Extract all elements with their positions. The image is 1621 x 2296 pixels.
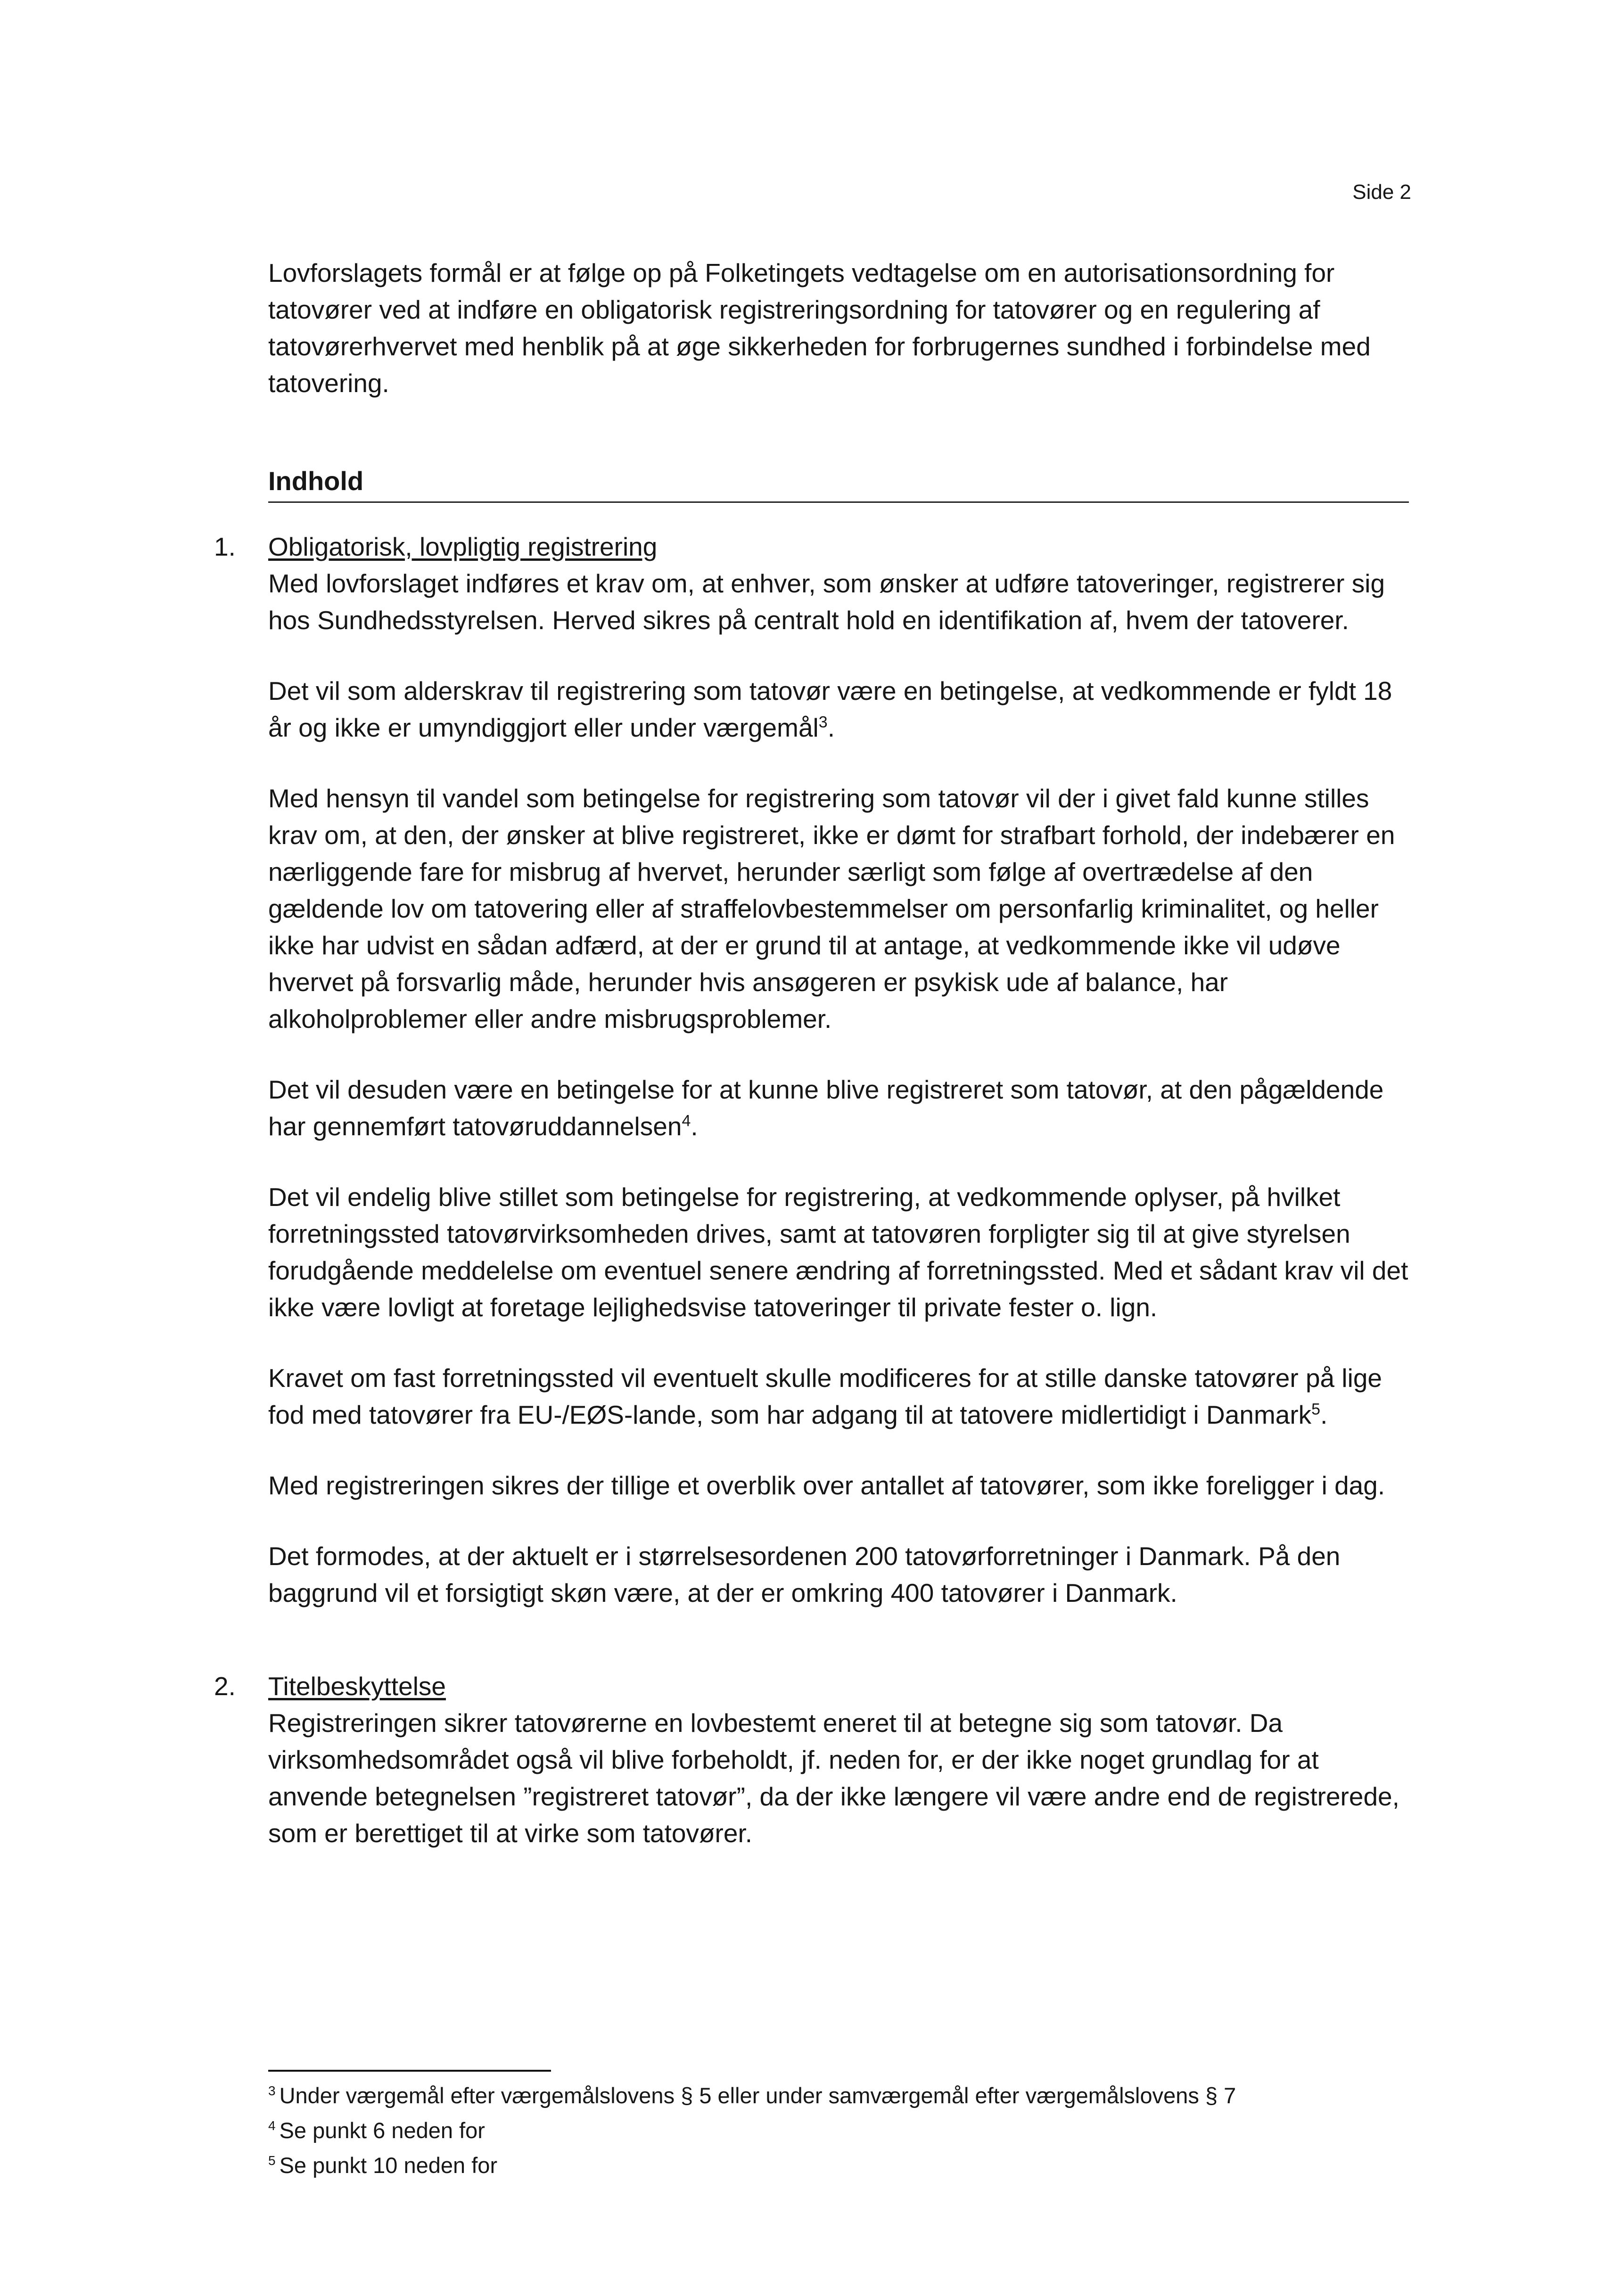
footnote-text: Se punkt 10 neden for [279,2153,498,2178]
section-2 [214,1668,1409,1852]
contents-heading: Indhold [268,463,1409,503]
footnote-text: Se punkt 6 neden for [279,2118,485,2143]
footnote-number: 5 [268,2153,276,2168]
paragraph: Det vil endelig blive stillet som betingelse for registrering, at vedkommende oplyser, på hvilket forretningssted tatovørvirksomheden drives, samt at tatovøren forpligter sig til at give styrelsen forudgående meddelelse om eventuel senere ændring af forretningssted. Med et sådant krav vil det ikke være lovligt at foretage lejlighedsvise tatoveringer til private fester o. lign. [268,1182,1408,1322]
footnote-number: 4 [268,2118,276,2133]
paragraph: Med lovforslaget indføres et krav om, at enhver, som ønsker at udføre tatoveringer, registrerer sig hos Sundhedsstyrelsen. Herved sikres på centralt hold en identifikation af, hvem der tatoverer. [268,569,1385,635]
section-title: Obligatorisk, lovpligtig registrering [268,532,658,561]
paragraph-text: Det vil desuden være en betingelse for at kunne blive registreret som tatovør, at den pågældende har gennemført tatovøruddannelsen [268,1075,1384,1141]
footnote-number: 3 [268,2083,276,2099]
footnote [268,2078,1409,2113]
paragraph-text: Det vil som alderskrav til registrering som tatovør være en betingelse, at vedkommende er fyldt 18 år og ikke er umyndiggjort eller under værgemål [268,676,1392,742]
footnote [268,2113,1409,2148]
page-number: Side 2 [1352,180,1411,204]
section-1 [214,528,1409,1611]
footnote-reference: 5 [1311,1400,1321,1419]
footnote-reference: 3 [818,713,828,731]
footnote [268,2148,1409,2183]
footnotes [268,2078,1409,2183]
paragraph-end: . [827,713,835,742]
paragraph: Det formodes, at der aktuelt er i størrelsesordenen 200 tatovørforretninger i Danmark. På den baggrund vil et forsigtigt skøn være, at der er omkring 400 tatovører i Danmark. [268,1542,1341,1607]
paragraph [268,1071,1409,1145]
paragraph-end: . [691,1112,698,1141]
paragraph: Registreringen sikrer tatovørerne en lovbestemt eneret til at betegne sig som tatovør. Da virksomhedsområdet også vil blive forbeholdt, jf. neden for, er der ikke noget grundlag for at anvende betegnelsen ”registreret tatovør”, da der ikke længere vil være andre end de registrerede, som er berettiget til at virke som tatovører. [268,1708,1399,1848]
paragraph: Med hensyn til vandel som betingelse for registrering som tatovør vil der i givet fald kunne stilles krav om, at den, der ønsker at blive registreret, ikke er dømt for strafbart forhold, der indebærer en nærliggende fare for misbrug af hvervet, herunder særligt som følge af overtrædelse af den gældende lov om tatovering eller af straffelovbestemmelser om personfarlig kriminalitet, og heller ikke har udvist en sådan adfærd, at der er grund til at antage, at vedkommende ikke vil udøve hvervet på forsvarlig måde, herunder hvis ansøgeren er psykisk ude af balance, har alkoholproblemer eller andre misbrugsproblemer. [268,784,1395,1033]
paragraph-text: Kravet om fast forretningssted vil eventuelt skulle modificeres for at stille danske tatovører på lige fod med tatovører fra EU-/EØS-lande, som har adgang til at tatovere midlertidigt i Danmark [268,1363,1382,1429]
paragraph-end: . [1320,1400,1328,1429]
section-title: Titelbeskyttelse [268,1672,446,1701]
paragraph [268,672,1409,746]
footnote-text: Under værgemål efter værgemålslovens § 5 eller under samværgemål efter værgemålslovens § 7 [279,2083,1236,2108]
section-number: 1. [214,532,236,561]
footnote-reference: 4 [682,1112,691,1130]
intro-paragraph: Lovforslagets formål er at følge op på Folketingets vedtagelse om en autorisationsordning for tatovører ved at indføre en obligatorisk registreringsordning for tatovører og en regulering af tatovørerhvervet med henblik på at øge sikkerheden for forbrugernes sundhed i forbindelse med tatovering. [268,258,1371,398]
section-number: 2. [214,1672,236,1701]
paragraph: Med registreringen sikres der tillige et overblik over antallet af tatovører, som ikke foreligger i dag. [268,1471,1385,1500]
footnote-divider [268,2070,551,2072]
paragraph [268,1360,1409,1433]
document-body [214,254,1409,1852]
